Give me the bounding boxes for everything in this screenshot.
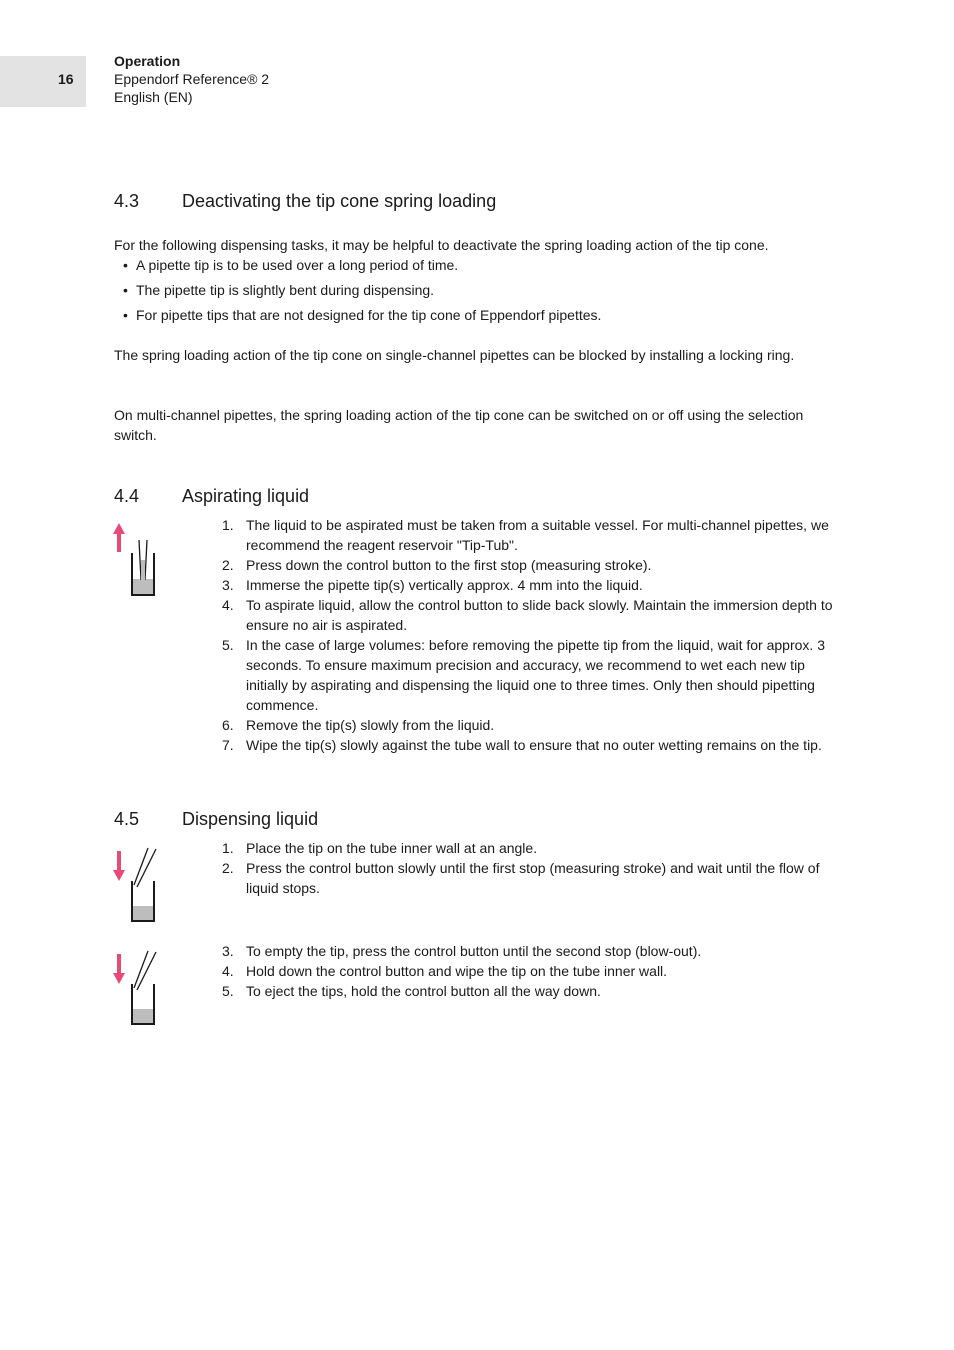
dispensing-steps-first — [222, 838, 842, 898]
list-item: 5. In the case of large volumes: before removing the pipette tip from the liquid, wait for approx. 3 seconds. To ensure maximum precision and accuracy, we recommend to wet each new tip initially by aspirating and dispensing the liquid one to three times. Only then should pipetting commence. — [222, 637, 825, 713]
aspirating-steps — [222, 515, 842, 755]
section-number: 4.5 — [114, 809, 140, 829]
list-item: 5. To eject the tips, hold the control button all the way down. — [222, 983, 601, 999]
list-item: 4. Hold down the control button and wipe the tip on the tube inner wall. — [222, 963, 668, 979]
section-heading-4-4 — [114, 486, 309, 507]
list-item: • A pipette tip is to be used over a long period of time. — [123, 257, 459, 273]
section-intro: For the following dispensing tasks, it may be helpful to deactivate the spring loading action of the tip cone. — [114, 237, 769, 253]
list-item: • The pipette tip is slightly bent during dispensing. — [123, 282, 435, 298]
dispense-blow-out-icon — [108, 948, 160, 1028]
aspirate-icon — [108, 520, 160, 600]
dispensing-steps-second — [222, 941, 842, 1001]
list-item: 3. Immerse the pipette tip(s) vertically approx. 4 mm into the liquid. — [222, 577, 643, 593]
list-item: 3. To empty the tip, press the control button until the second stop (blow-out). — [222, 943, 702, 959]
section-heading-4-3 — [114, 191, 496, 212]
list-item: 7. Wipe the tip(s) slowly against the tube wall to ensure that no outer wetting remains on the tip. — [222, 737, 822, 753]
paragraph-single-channel: The spring loading action of the tip cone on single-channel pipettes can be blocked by installing a locking ring. — [114, 347, 795, 363]
list-item: 4. To aspirate liquid, allow the control button to slide back slowly. Maintain the immersion depth to ensure no air is aspirated. — [222, 597, 833, 633]
list-item: 1. Place the tip on the tube inner wall at an angle. — [222, 840, 538, 856]
header-title: Operation — [114, 53, 181, 69]
list-item: 2. Press the control button slowly until the first stop (measuring stroke) and wait until the flow of liquid stops. — [222, 860, 820, 896]
section-number: 4.4 — [114, 486, 140, 506]
list-item: • For pipette tips that are not designed for the tip cone of Eppendorf pipettes. — [123, 307, 602, 323]
running-header — [114, 52, 269, 106]
header-language: English (EN) — [114, 89, 193, 105]
section-title: Aspirating liquid — [182, 486, 310, 506]
section-title: Dispensing liquid — [182, 809, 319, 829]
page-number: 16 — [58, 71, 74, 87]
paragraph-multi-channel: On multi-channel pipettes, the spring loading action of the tip cone can be switched on or off using the selection switch. — [114, 407, 804, 443]
dispense-first-stop-icon — [108, 845, 160, 925]
list-item: 1. The liquid to be aspirated must be taken from a suitable vessel. For multi-channel pipettes, we recommend the reagent reservoir "Tip-Tub". — [222, 517, 829, 553]
bullet-list — [114, 255, 844, 330]
section-heading-4-5 — [114, 809, 318, 830]
section-title: Deactivating the tip cone spring loading — [182, 191, 497, 211]
list-item: 2. Press down the control button to the first stop (measuring stroke). — [222, 557, 652, 573]
section-number: 4.3 — [114, 191, 140, 211]
list-item: 6. Remove the tip(s) slowly from the liquid. — [222, 717, 495, 733]
header-product: Eppendorf Reference® 2 — [114, 71, 270, 87]
